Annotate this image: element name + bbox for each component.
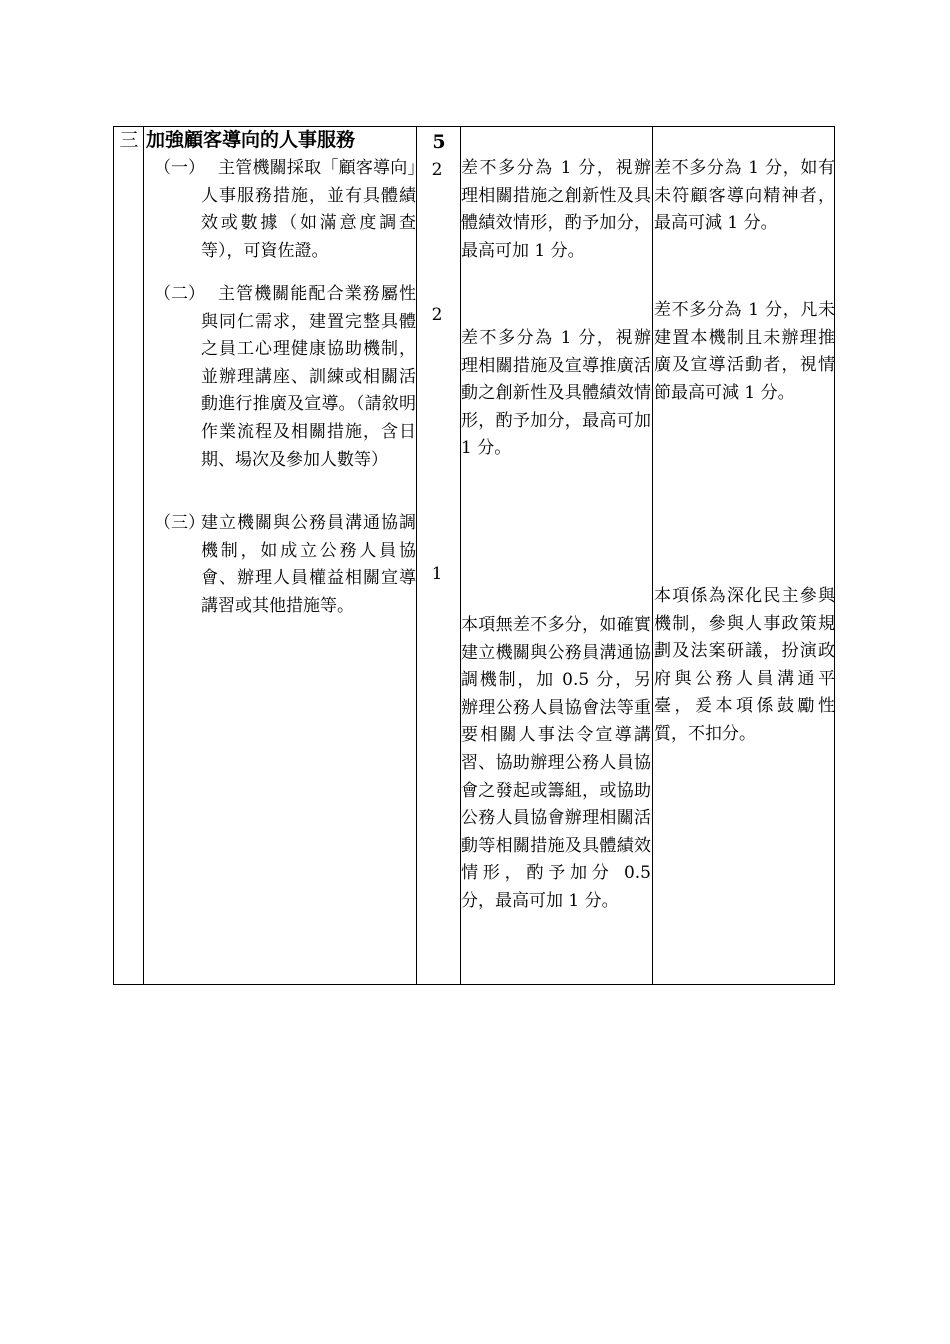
deduction-criteria: 差不多分為 1 分，如有未符顧客導向精神者，最高可減 1 分。 xyxy=(654,158,835,234)
item-number: （一） xyxy=(154,158,205,178)
deduction-criteria: 本項係為深化民主參與機制，參與人事政策規劃及法案研議，扮演政府與公務人員溝通平臺，爰本項係鼓勵性質，不扣分。 xyxy=(654,586,835,744)
score-table xyxy=(113,126,835,985)
item-score: 1 xyxy=(431,564,443,584)
bonus-criteria: 本項無差不多分，如確實建立機關與公務員溝通協調機制，加 0.5 分，另辦理公務人員協會法等重要相關人事法令宣導講習、協助辦理公務人員協會之發起或籌組，或協助公務人員協會辦理相關活動等相關措施及具體績效情形，酌予加分 0.5 分，最高可加 1 分。 xyxy=(461,615,651,911)
item-1 xyxy=(154,155,416,265)
section-number: 三 xyxy=(119,129,139,151)
column-divider xyxy=(143,127,144,984)
item-number: （二） xyxy=(154,284,205,304)
bonus-criteria: 差不多分為 1 分，視辦理相關措施之創新性及具體績效情形，酌予加分，最高可加 1 分。 xyxy=(461,158,651,261)
item-score: 2 xyxy=(431,160,443,180)
column-divider xyxy=(652,127,653,984)
section-total-score: 5 xyxy=(432,131,446,153)
section-title: 加強顧客導向的人事服務 xyxy=(146,129,356,151)
column-divider xyxy=(416,127,417,984)
item-3 xyxy=(154,510,416,620)
item-text: 建立機關與公務員溝通協調機制，如成立公務人員協會、辦理人員權益相關宣導講習或其他措施等。 xyxy=(201,513,416,616)
item-2 xyxy=(154,281,416,474)
item-text: 主管機關採取「顧客導向」人事服務措施，並有具體績效或數據（如滿意度調查等），可資佐證。 xyxy=(201,158,416,261)
item-number: （三） xyxy=(154,513,205,533)
deduction-criteria: 差不多分為 1 分，凡未建置本機制且未辦理推廣及宣導活動者，視情節最高可減 1 分。 xyxy=(654,300,835,403)
bonus-criteria: 差不多分為 1 分，視辦理相關措施及宣導推廣活動之創新性及具體績效情形，酌予加分，最高可加 1 分。 xyxy=(461,328,651,459)
item-score: 2 xyxy=(431,305,443,325)
item-text: 主管機關能配合業務屬性與同仁需求，建置完整具體之員工心理健康協助機制，並辦理講座、訓練或相關活動進行推廣及宣導。（請敘明作業流程及相關措施，含日期、場次及參加人數等） xyxy=(201,284,416,470)
